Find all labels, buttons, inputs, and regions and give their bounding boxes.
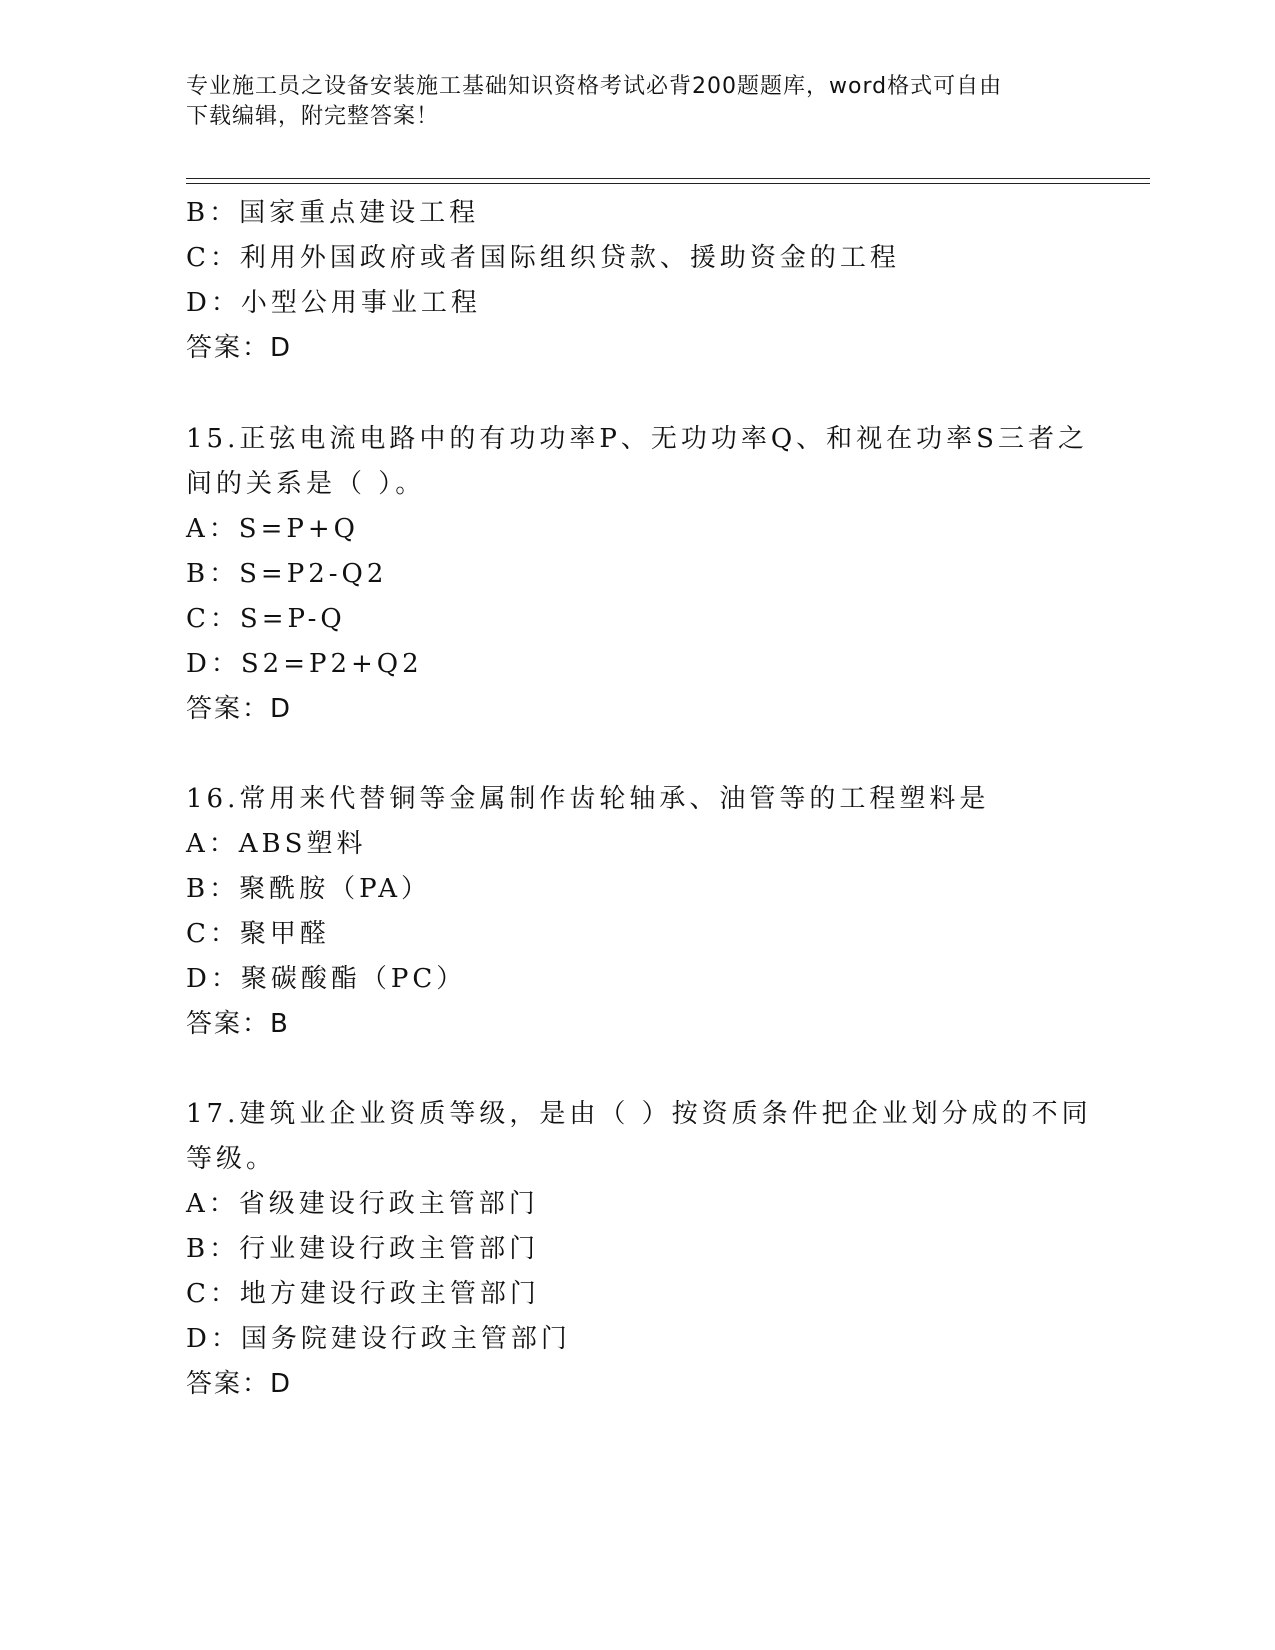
header-title-line-1: 专业施工员之设备安装施工基础知识资格考试必背200题题库，word格式可自由	[186, 74, 1003, 99]
q17-option-c: C：地方建设行政主管部门	[186, 1279, 540, 1309]
q16-stem-line-1: 16.常用来代替铜等金属制作齿轮轴承、油管等的工程塑料是	[186, 784, 990, 814]
q15-option-c: C：S=P-Q	[186, 604, 346, 634]
q14-option-c: C：利用外国政府或者国际组织贷款、援助资金的工程	[186, 243, 900, 273]
header-divider-bottom	[186, 183, 1150, 184]
header-title-line-2: 下载编辑，附完整答案！	[186, 104, 440, 129]
q17-option-a: A：省级建设行政主管部门	[186, 1189, 539, 1219]
q14-answer: 答案：D	[186, 333, 293, 363]
q17-stem-line-2: 等级。	[186, 1144, 277, 1174]
q16-option-c: C：聚甲醛	[186, 919, 330, 949]
q14-option-b: B：国家重点建设工程	[186, 198, 480, 228]
q16-answer: 答案：B	[186, 1009, 290, 1039]
q15-option-b: B：S=P2-Q2	[186, 559, 388, 589]
document-header	[186, 72, 1066, 132]
q15-stem-line-1: 15.正弦电流电路中的有功功率P、无功功率Q、和视在功率S三者之	[186, 424, 1088, 454]
q15-option-d: D：S2=P2+Q2	[186, 649, 423, 679]
q17-answer: 答案：D	[186, 1369, 293, 1399]
q17-stem-line-1: 17.建筑业企业资质等级，是由（ ）按资质条件把企业划分成的不同	[186, 1099, 1092, 1129]
q16-option-b: B：聚酰胺（PA）	[186, 874, 431, 904]
q14-option-d: D：小型公用事业工程	[186, 288, 481, 318]
q16-option-a: A：ABS塑料	[186, 829, 367, 859]
q15-answer: 答案：D	[186, 694, 293, 724]
q17-option-b: B：行业建设行政主管部门	[186, 1234, 540, 1264]
q16-option-d: D：聚碳酸酯（PC）	[186, 964, 467, 994]
q17-option-d: D：国务院建设行政主管部门	[186, 1324, 571, 1354]
q15-option-a: A：S=P+Q	[186, 514, 359, 544]
q15-stem-line-2: 间的关系是（ ）。	[186, 469, 426, 499]
header-divider-top	[186, 178, 1150, 179]
